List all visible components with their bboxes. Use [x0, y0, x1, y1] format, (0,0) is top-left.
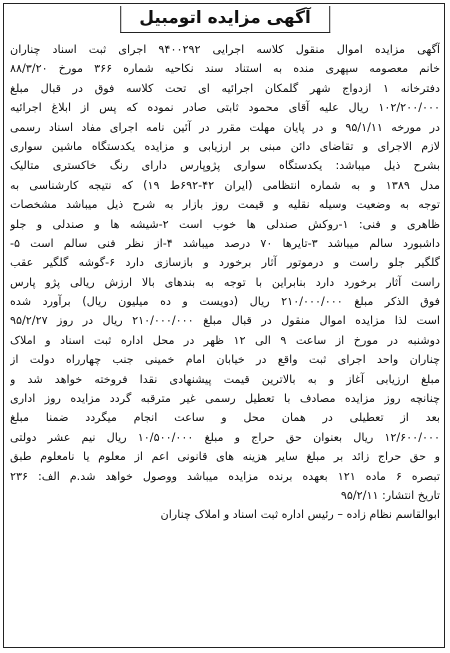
notice-line: تاریخ انتشار: ۹۵/۲/۱۱	[340, 488, 440, 502]
notice-line: گلگیر جلو راست و درموتور آثار برخورد و بازسازی دارد ۶-گوشه گلگیر عقب	[10, 256, 440, 270]
notice-line: تبصره ۶ ماده ۱۲۱ بعهده برنده مزایده میباشد ووصول خواهد شد.م الف: ۲۳۶	[10, 469, 440, 483]
notice-line: دفترخانه ۱ ازدواج شهر گلمکان اجرائیه ای تحت کلاسه فوق در قبال مبلغ	[10, 81, 440, 95]
notice-line: آگهی مزایده اموال منقول کلاسه اجرایی ۹۴۰۰۲۹۲ اجرای ثبت اسناد چناران	[10, 43, 440, 56]
notice-line: در مورخه ۹۵/۱/۱۱ و در پایان مهلت مقرر در آئین نامه اجرای مفاد اسناد رسمی	[10, 120, 440, 134]
notice-line: فوق الذکر مبلغ ۲۱۰/۰۰۰/۰۰۰ ریال (دویست و ده میلیون ریال) برآورد شده	[10, 295, 440, 309]
notice-line: داشبورد سالم میباشد ۳-تایرها ۷۰ درصد میباشد ۴-از نظر فنی سالم است ۵-	[10, 236, 440, 250]
notice-line: لازم الاجرای و تقاضای دائن مبنی بر ارزیابی و مزایده یکدستگاه ماشین سواری	[10, 139, 440, 153]
notice-title-box	[120, 6, 330, 33]
notice-line: راست آثار برخورد دارد بنابراین با توجه به بندهای بالا ارزش ریالی پژو پارس	[10, 275, 440, 289]
notice-line: است لذا مزایده اموال منقول در قبال مبلغ ۲۱۰/۰۰۰/۰۰۰ ریال در روز ۹۵/۲/۲۷	[10, 314, 440, 328]
notice-line: ۱۲/۶۰۰/۰۰۰ ریال بعنوان حق حراج و مبلغ ۱۰/۵۰۰/۰۰۰ ریال نیم عشر دولتی	[10, 430, 440, 444]
notice-line: مبلغ ارزیابی آغاز و به بالاترین قیمت پیشنهادی نقدا فروخته خواهد شد و	[10, 372, 440, 386]
notice-line: چناران واحد اجرای ثبت واقع در خیابان امام خمینی جنب چهارراه دولت از	[10, 353, 440, 367]
notice-line: بعد از تعطیلی در همان محل و ساعت انجام میگردد ضمنا مبلغ	[10, 411, 440, 425]
notice-line: ابوالقاسم نظام زاده – رئیس اداره ثبت اسناد و املاک چناران	[160, 508, 440, 522]
notice-line: ۱۰۲/۲۰۰/۰۰۰ ریال علیه آقای محمود ثابتی صادر نموده که پس از ابلاغ اجرائیه	[10, 101, 440, 115]
notice-title: آگهی مزایده اتومبیل	[139, 8, 311, 28]
notice-line: خانم معصومه سپهری منده به استناد سند نکاحیه شماره ۳۶۶ مورخ ۸۸/۳/۲۰	[10, 62, 440, 76]
notice-line: دوشنبه در مورخ از ساعت ۹ الی ۱۲ ظهر در محل اداره ثبت اسناد و املاک	[10, 333, 440, 347]
notice-line: و حق حراج زائد بر مبلغ سایر هزینه های قانونی اعم از معلوم یا نامعلوم طبق	[10, 450, 440, 464]
notice-line: توجه به وضعیت وسیله نقلیه و قیمت روز بازار به شرح ذیل میباشد مشخصات	[10, 198, 440, 212]
notice-line: مدل ۱۳۸۹ و به شماره انتظامی (ایران ۴۲-۶۹۲ط ۱۹) که نتیجه کارشناسی به	[10, 178, 440, 192]
notice-line: بشرح ذیل میباشد: یکدستگاه سواری پژوپارس دارای رنگ خاکستری متالیک	[10, 159, 440, 173]
notice-line: چنانچه روز مزایده مصادف با تعطیل رسمی غیر مترقبه گردد مزایده روز اداری	[10, 392, 440, 406]
notice-body	[10, 40, 440, 645]
notice-line: ظاهری و فنی: ۱-روکش صندلی ها خوب است ۲-شیشه ها و صندلی و جلو	[10, 217, 440, 231]
